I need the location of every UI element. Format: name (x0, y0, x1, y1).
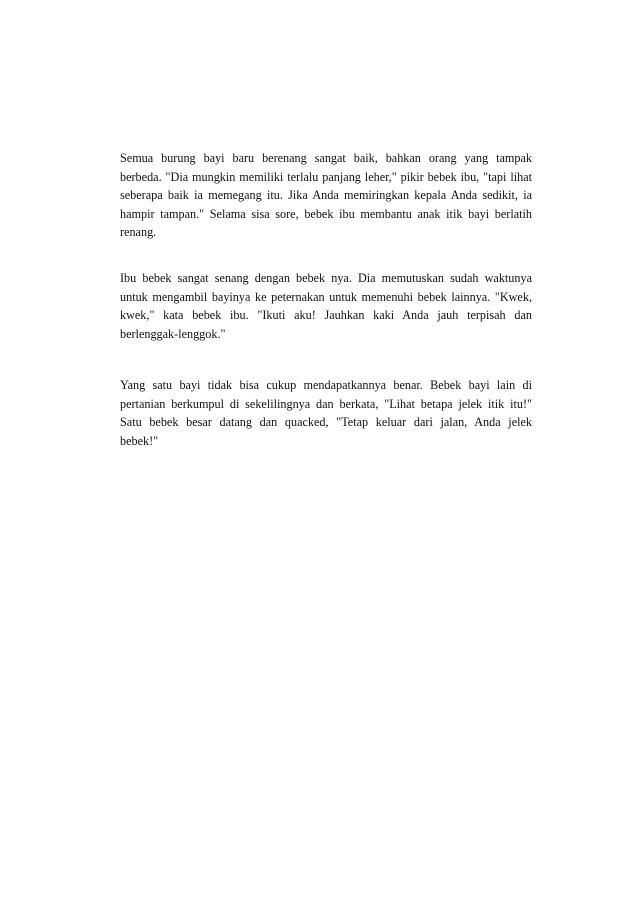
paragraph-2-line-2: untuk mengambil bayinya ke peternakan untuk memenuhi bebek lainnya. "Kwek, (120, 289, 532, 304)
paragraph-2-line-3: kwek," kata bebek ibu. "Ikuti aku! Jauhkan kaki Anda jauh terpisah dan (120, 308, 532, 322)
paragraph-1-line-3: seberapa baik ia memegang itu. Jika Anda memiringkan kepala Anda sedikit, ia (120, 188, 532, 202)
paragraph-3 (120, 376, 532, 450)
paragraph-3-line-2: pertanian berkumpul di sekelilingnya dan berkata, "Lihat betapa jelek itik itu!" (120, 396, 532, 411)
paragraph-2 (120, 269, 532, 343)
paragraph-3-line-1: Yang satu bayi tidak bisa cukup mendapatkannya benar. Bebek bayi lain di (120, 378, 532, 392)
paragraph-1-line-4: hampir tampan." Selama sisa sore, bebek ibu membantu anak itik bayi berlatih (120, 206, 532, 221)
paragraph-3-line-3: Satu bebek besar datang dan quacked, "Tetap keluar dari jalan, Anda jelek (120, 415, 532, 429)
paragraph-3-line-4: bebek!" (120, 433, 159, 448)
paragraph-2-line-4: berlenggak-lenggok." (120, 326, 226, 341)
paragraph-1-line-2: berbeda. "Dia mungkin memiliki terlalu panjang leher," pikir bebek ibu, "tapi lihat (120, 169, 532, 184)
paragraph-2-line-1: Ibu bebek sangat senang dengan bebek nya. Dia memutuskan sudah waktunya (120, 271, 532, 285)
paragraph-1 (120, 149, 532, 242)
paragraph-1-line-1: Semua burung bayi baru berenang sangat baik, bahkan orang yang tampak (120, 151, 532, 165)
paragraph-1-line-5: renang. (120, 225, 157, 239)
